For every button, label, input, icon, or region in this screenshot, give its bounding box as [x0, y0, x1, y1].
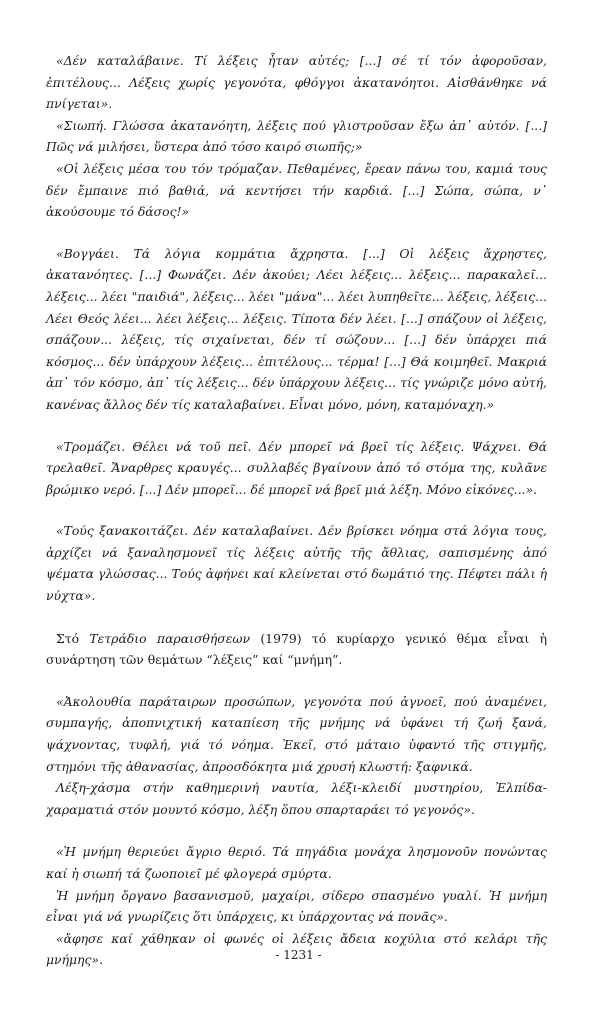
quote-block-fright	[46, 436, 547, 501]
body-paragraph: Στό Τετράδιο παραισθήσεων (1979) τό κυρίαρχο γενικό θέμα εἶναι ἡ συνάρτηση τῶν θεμάτων “λέξεις” καί “μνήμη”.	[46, 630, 547, 668]
quote-paragraph: «Ἀκολουθία παράταιρων προσώπων, γεγονότα πού ἀγνοεῖ, πού ἀναμένει, συμπαγής, ἀποπνιχτική καταπίεση τῆς μνήμης νά ὑφάνει τή ζωή ξανά, ψάχνοντας, τυφλή, γιά τό νόημα. Ἐκεῖ, στό μάταιο ὑφαντό τῆς στιγμῆς, στημόνι τῆς ἀθανασίας, ἀπροσδόκητα μιά χρυσή κλωστή: ξαφνικά.	[46, 693, 547, 774]
quote-block-memory-weave	[46, 691, 547, 821]
quote-paragraph: «Δέν καταλάβαινε. Τί λέξεις ἦταν αὐτές; [...] σέ τί τόν ἀφοροῦσαν, ἐπιτέλους... Λέξεις χωρίς γεγονότα, φθόγγοι ἀκατανόητοι. Αἰσθάνθηκε νά πνίγεται».	[46, 53, 547, 112]
quote-paragraph: «Σιωπή. Γλώσσα ἀκατανόητη, λέξεις πού γλιστροῦσαν ἔξω ἀπ᾽ αὐτόν. [...] Πῶς νά μιλήσει, ὕστερα ἀπό τόσο καιρό σιωπῆς;»	[46, 117, 547, 155]
quote-paragraph: «ἄφησε καί χάθηκαν οἱ φωνές οἱ λέξεις ἄδεια κοχύλια στό κελάρι τῆς μνήμης».	[46, 930, 547, 968]
quote-paragraph: «Τούς ξανακοιτάζει. Δέν καταλαβαίνει. Δέν βρίσκει νόημα στά λόγια τους, ἀρχίζει νά ξαναλησμονεῖ τίς λέξεις αὐτῆς τῆς ἄθλιας, σαπισμένης ἀπό ψέματα γλώσσας... Τούς ἀφήνει καί κλείνεται στό δωμάτιό της. Πέφτει πάλι ἡ νύχτα».	[46, 523, 547, 604]
quote-paragraph: «Βογγάει. Τά λόγια κομμάτια ἄχρηστα. [...] Οἱ λέξεις ἄχρηστες, ἀκατανόητες. [...] Φωνάζει. Δέν ἀκούει; Λέει λέξεις... λέξεις... παρακαλεῖ... λέξεις... λέει "παιδιά", λέξεις... λέει "μάνα"... λέει λυπηθεῖτε... λέξεις, λέξεις... Λέει Θεός λέει... λέει λέξεις... λέξεις. Τίποτα δέν λέει. [...] σπάζουν οἱ λέξεις, σπάζουν... λέξεις, τίς σιχαίνεται, δέν τί σώζουν... [...] δέν ὑπάρχει πιά κόσμος... δέν ὑπάρχουν λέξεις... ἐπιτέλους... τέρμα! [...] Θά κοιμηθεῖ. Μακριά ἀπ᾽ τόν κόσμο, ἀπ᾽ τίς λέξεις... δέν ὑπάρχουν λέξεις... τίς γνώριζε μόνο αὐτή, κανένας ἄλλος δέν τίς καταλαβαίνει. Εἶναι μόνο, μόνη, καταμόναχη.»	[46, 245, 547, 412]
quote-paragraph: Λέξη-χάσμα στήν καθημερινή ναυτία, λέξι-κλειδί μυστηρίου, Ἐλπίδα-χαραματιά στόν μουντό κόσμο, λέξη ὅπου σπαρταράει τό γεγονός».	[46, 780, 547, 817]
quote-block-groans	[46, 243, 547, 416]
quote-paragraph: Ἡ μνήμη ὄργανο βασανισμοῦ, μαχαίρι, σίδερο σπασμένο γυαλί. Ἡ μνήμη εἶναι γιά νά γνωρίζεις ὅτι ὑπάρχεις, κι ὑπάρχοντας νά πονᾶς».	[46, 887, 547, 925]
commentary-paragraph	[46, 628, 547, 671]
quote-paragraph: «Τρομάζει. Θέλει νά τοῦ πεῖ. Δέν μπορεῖ νά βρεῖ τίς λέξεις. Ψάχνει. Θά τρελαθεῖ. Ἄναρθρες κραυγές... συλλαβές βγαίνουν ἀπό τό στόμα της, κυλᾶνε βρώμικο νερό. [...] Δέν μπορεῖ... δέ μπορεῖ νά βρεῖ μιά λέξη. Μόνο εἰκόνες...».	[46, 438, 547, 497]
quote-block-silence	[46, 50, 547, 223]
page-number: - 1231 -	[275, 948, 322, 962]
quote-paragraph: «Οἱ λέξεις μέσα του τόν τρόμαζαν. Πεθαμένες, ἔρεαν πάνω του, καμιά τους δέν ἔμπαινε πιό βαθιά, νά κεντήσει τήν καρδιά. [...] Σώπα, σώπα, ν᾽ ἀκούσουμε τό δάσος!»	[46, 160, 547, 220]
quote-block-night	[46, 520, 547, 606]
quote-paragraph: «Ἡ μνήμη θεριεύει ἄγριο θεριό. Τά πηγάδια μονάχα λησμονοῦν πονώντας καί ἡ σιωπή τά ζωοποιεῖ μέ φλογερά σμύρτα.	[46, 844, 547, 881]
